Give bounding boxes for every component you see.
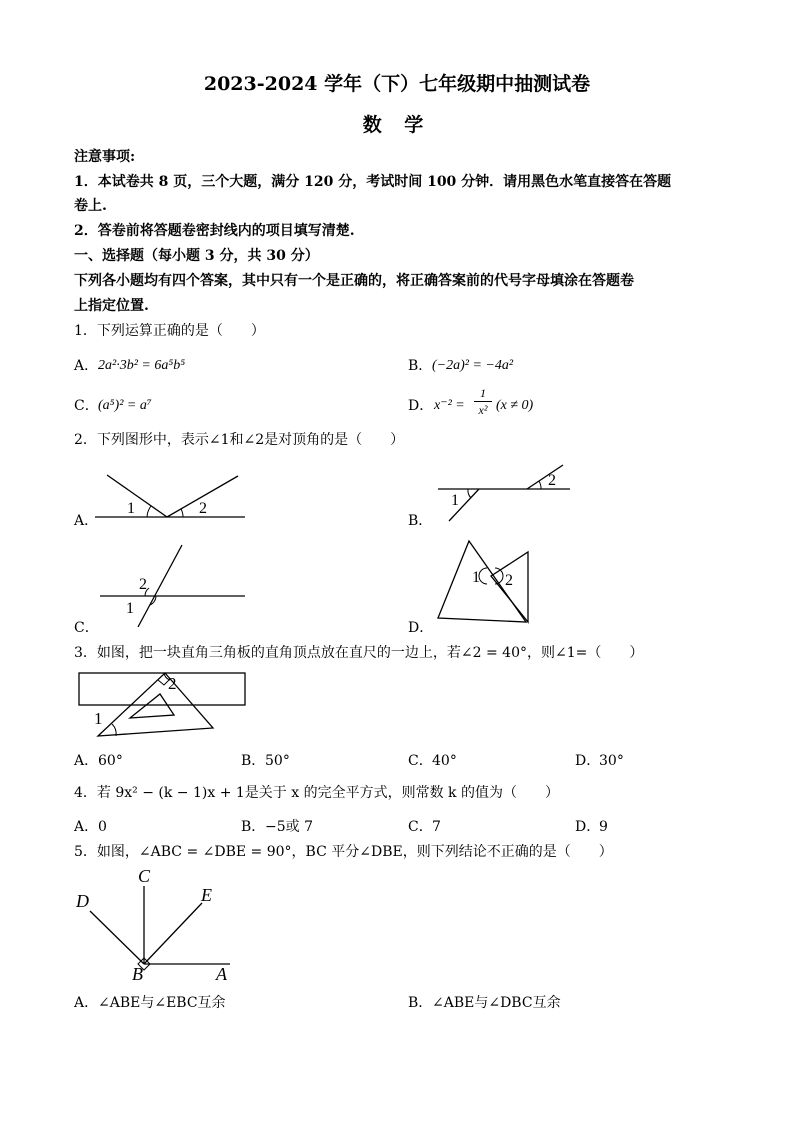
notice-item-1-line-1: 1．本试卷共 8 页，三个大题，满分 120 分，考试时间 100 分钟．请用黑色水笔直接答在答题 xyxy=(74,174,672,190)
q5-label-c: C xyxy=(138,866,151,886)
q1-option-c-label: C． xyxy=(74,398,99,414)
q5-option-a-label: A． xyxy=(74,995,99,1011)
q1-option-d-denominator: x² xyxy=(478,403,488,417)
q5-figure xyxy=(70,866,240,984)
q2c-label-2: 2 xyxy=(139,576,147,593)
q2-figure-c xyxy=(100,543,250,628)
q2b-label-1: 1 xyxy=(451,492,459,509)
exam-title: 2023-2024 学年（下）七年级期中抽测试卷 xyxy=(203,73,591,95)
q5-label-d: D xyxy=(76,891,89,911)
q5-label-e: E xyxy=(201,885,212,905)
q1-option-c: (a⁵)² = a⁷ xyxy=(98,398,152,413)
q2a-arc-1 xyxy=(147,506,151,517)
section-1-instruction-line-2: 上指定位置. xyxy=(74,298,149,314)
q4-option-a: 0 xyxy=(98,819,107,835)
q1-option-a-label: A． xyxy=(74,358,99,374)
q4-option-d-label: D． xyxy=(575,819,601,835)
q2a-left-ray xyxy=(107,475,167,517)
notice-heading: 注意事项: xyxy=(74,149,136,165)
q4-stem: 4．若 9x² − (k − 1)x + 1是关于 x 的完全平方式，则常数 k 的值为（ ） xyxy=(74,785,559,801)
q5-label-b: B xyxy=(132,964,143,984)
q5-stem: 5．如图，∠ABC = ∠DBE = 90°，BC 平分∠DBE，则下列结论不正确的是（ ） xyxy=(74,844,613,860)
q2-figure-a xyxy=(95,470,255,530)
q3-option-b-label: B． xyxy=(241,753,266,769)
q2-option-b-label: B． xyxy=(408,513,433,529)
q3-stem: 3．如图，把一块直角三角板的直角顶点放在直尺的一边上，若∠2 = 40°，则∠1=（ ） xyxy=(74,645,644,661)
q2a-label-2: 2 xyxy=(199,500,207,517)
q2a-arc-2 xyxy=(181,509,183,517)
q1-option-d-label: D． xyxy=(408,398,434,414)
q2b-arc-2 xyxy=(539,481,541,489)
q3-option-c: 40° xyxy=(432,753,457,769)
q3-option-d-label: D． xyxy=(575,753,601,769)
q4-option-c: 7 xyxy=(432,819,441,835)
q1-option-d-condition: (x ≠ 0) xyxy=(496,398,534,413)
q2-option-c-label: C． xyxy=(74,620,99,636)
q1-stem: 1．下列运算正确的是（ ） xyxy=(74,323,265,339)
q1-option-b: (−2a)² = −4a² xyxy=(432,358,514,373)
notice-item-2: 2．答卷前将答题卷密封线内的项目填写清楚. xyxy=(74,223,355,239)
section-1-heading: 一、选择题（每小题 3 分，共 30 分） xyxy=(74,248,319,264)
q3-option-d: 30° xyxy=(599,753,624,769)
q5-option-b-label: B． xyxy=(408,995,433,1011)
q2-figure-d xyxy=(435,538,535,623)
q2b-arc-1 xyxy=(468,489,471,498)
q2-option-d-label: D． xyxy=(408,620,434,636)
subject-title: 数 学 xyxy=(362,114,432,136)
q2d-label-2: 2 xyxy=(505,572,513,589)
q5-ray-bd xyxy=(90,911,144,964)
q2b-label-2: 2 xyxy=(548,472,556,489)
q2d-arc-1 xyxy=(479,568,487,584)
q5-option-a: ∠ABE与∠EBC互余 xyxy=(98,995,226,1011)
q4-option-b-label: B． xyxy=(241,819,266,835)
q1-option-d-numerator: 1 xyxy=(480,386,486,400)
q4-option-b: −5或 7 xyxy=(265,819,313,835)
q3-ruler xyxy=(79,673,245,705)
q3-label-2: 2 xyxy=(168,674,177,693)
q1-option-b-label: B． xyxy=(408,358,433,374)
q1-option-a: 2a²·3b² = 6a⁵b⁵ xyxy=(98,358,186,373)
section-1-instruction-line-1: 下列各小题均有四个答案，其中只有一个是正确的，将正确答案前的代号字母填涂在答题卷 xyxy=(74,273,634,289)
q2d-label-1: 1 xyxy=(472,569,480,586)
q2c-label-1: 1 xyxy=(126,600,134,617)
q3-option-a: 60° xyxy=(98,753,123,769)
q2a-label-1: 1 xyxy=(127,500,135,517)
notice-item-1-line-2: 卷上. xyxy=(74,198,107,214)
q2-stem: 2．下列图形中，表示∠1和∠2是对顶角的是（ ） xyxy=(74,432,405,448)
q3-triangle-inner xyxy=(130,694,174,718)
q3-figure xyxy=(78,668,253,743)
q2-figure-b xyxy=(435,465,575,525)
q1-fraction-bar xyxy=(474,401,492,402)
q5-ray-be xyxy=(144,903,202,964)
q3-option-b: 50° xyxy=(265,753,290,769)
q5-option-b: ∠ABE与∠DBC互余 xyxy=(432,995,561,1011)
q1-option-d-left: x⁻² = xyxy=(434,398,465,413)
q3-option-c-label: C． xyxy=(408,753,433,769)
q4-option-c-label: C． xyxy=(408,819,433,835)
q4-option-d: 9 xyxy=(599,819,608,835)
q2b-upper-ray xyxy=(527,465,563,489)
q3-option-a-label: A． xyxy=(74,753,99,769)
q2-option-a-label: A． xyxy=(74,513,99,529)
q5-label-a: A xyxy=(216,964,227,984)
q3-label-1: 1 xyxy=(94,709,103,728)
q4-option-a-label: A． xyxy=(74,819,99,835)
